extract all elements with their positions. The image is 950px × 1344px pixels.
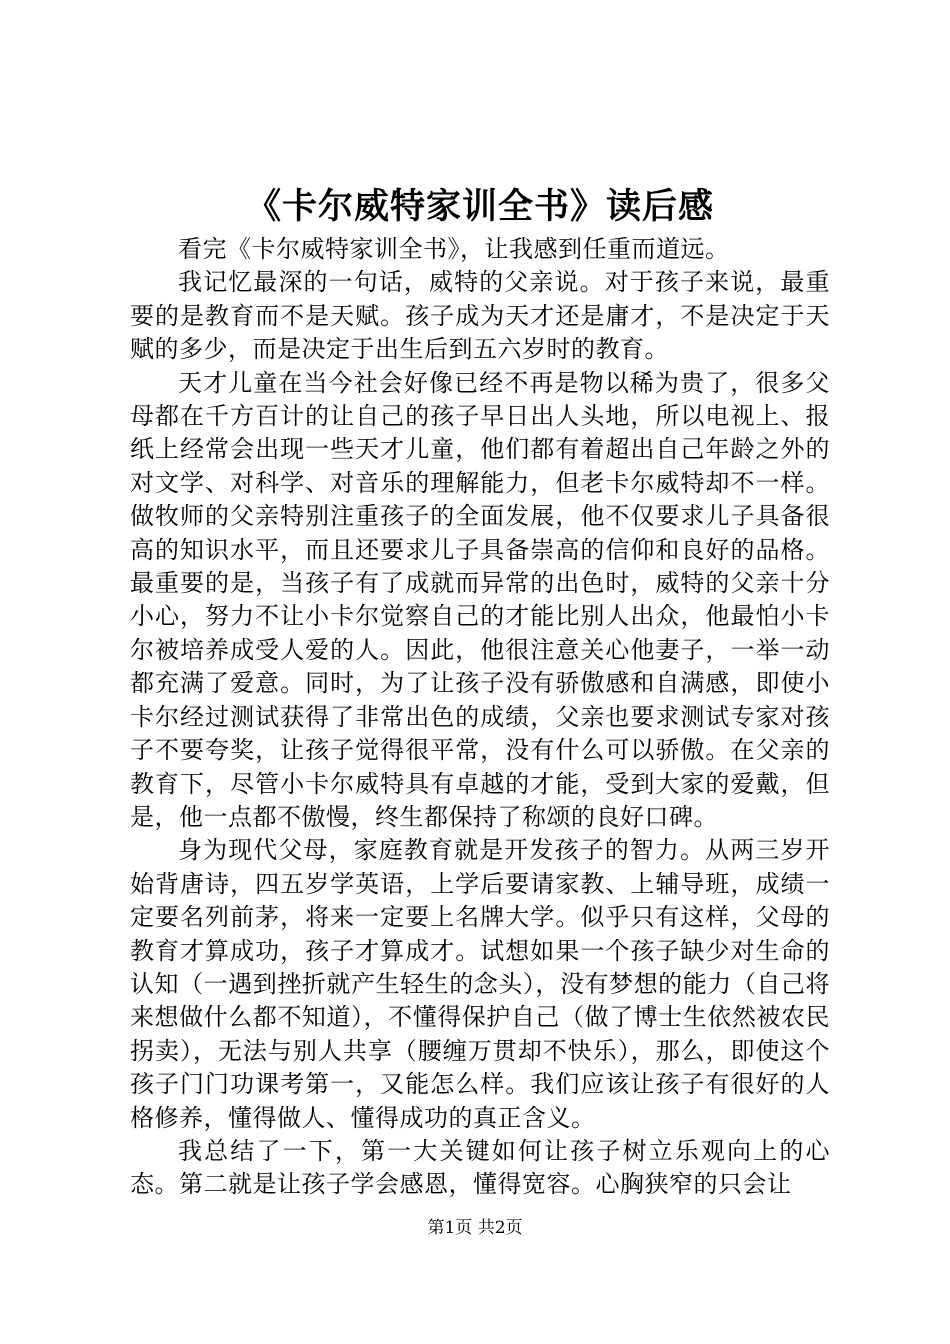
paragraph-2: 我记忆最深的一句话，威特的父亲说。对于孩子来说，最重要的是教育而不是天赋。孩子成为天才还是庸才，不是决定于天赋的多少，而是决定于出生后到五六岁时的教育。 [130,268,830,364]
paragraph-4: 身为现代父母，家庭教育就是开发孩子的智力。从两三岁开始背唐诗，四五岁学英语，上学后要请家教、上辅导班，成绩一定要名列前茅，将来一定要上名牌大学。似乎只有这样，父母的教育才算成功，孩子才算成才。试想如果一个孩子缺少对生命的认知（一遇到挫折就产生轻生的念头），没有梦想的能力（自己将来想做什么都不知道），不懂得保护自己（做了博士生依然被农民拐卖），无法与别人共享（腰缠万贯却不快乐），那么，即使这个孩子门门功课考第一，又能怎么样。我们应该让孩子有很好的人格修养，懂得做人、懂得成功的真正含义。 [130,836,830,1132]
paragraph-1: 看完《卡尔威特家训全书》，让我感到任重而道远。 [178,235,730,263]
document-body [130,233,830,1202]
page-number: 第1页 共2页 [427,1218,523,1238]
document-title: 《卡尔威特家训全书》读后感 [245,186,714,227]
paragraph-3: 天才儿童在当今社会好像已经不再是物以稀为贵了，很多父母都在千方百计的让自己的孩子早日出人头地，所以电视上、报纸上经常会出现一些天才儿童，他们都有着超出自己年龄之外的对文学、对科学、对音乐的理解能力，但老卡尔威特却不一样。做牧师的父亲特别注重孩子的全面发展，他不仅要求儿子具备很高的知识水平，而且还要求儿子具备崇高的信仰和良好的品格。最重要的是，当孩子有了成就而异常的出色时，威特的父亲十分小心，努力不让小卡尔觉察自己的才能比别人出众，他最怕小卡尔被培养成受人爱的人。因此，他很注意关心他妻子，一举一动都充满了爱意。同时，为了让孩子没有骄傲感和自满感，即使小卡尔经过测试获得了非常出色的成绩，父亲也要求测试专家对孩子不要夸奖，让孩子觉得很平常，没有什么可以骄傲。在父亲的教育下，尽管小卡尔威特具有卓越的才能，受到大家的爱戴，但是，他一点都不傲慢，终生都保持了称颂的良好口碑。 [130,368,830,831]
page-footer [0,1217,950,1239]
paragraph-5: 我总结了一下，第一大关键如何让孩子树立乐观向上的心态。第二就是让孩子学会感恩，懂得宽容。心胸狭窄的只会让 [130,1136,830,1199]
